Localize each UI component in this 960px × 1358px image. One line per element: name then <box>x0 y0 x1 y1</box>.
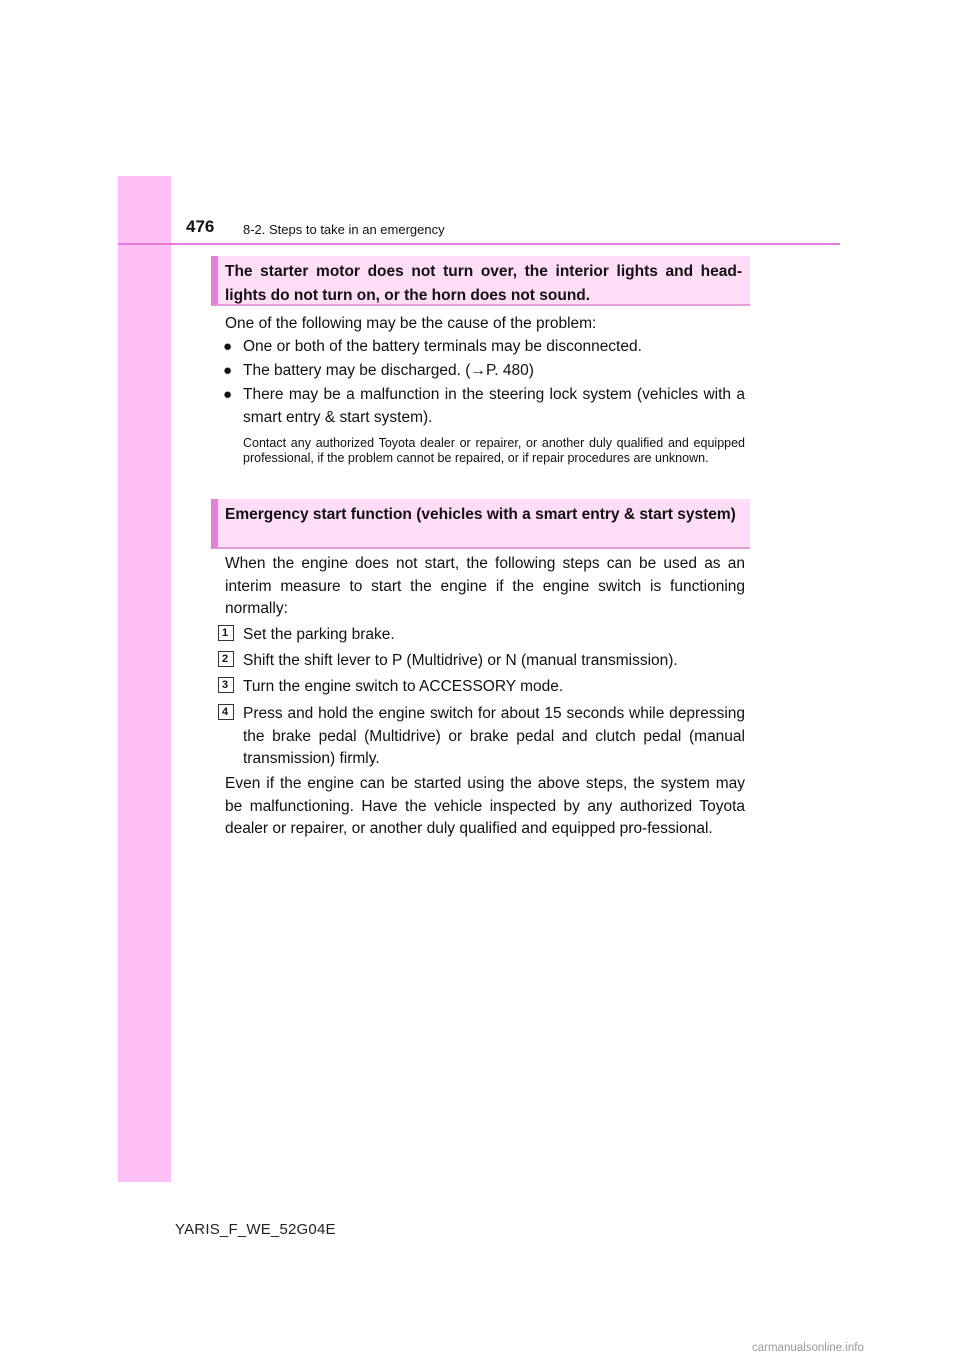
step-number-badge: 2 <box>218 651 234 667</box>
footer-code: YARIS_F_WE_52G04E <box>175 1221 336 1238</box>
step-text: Press and hold the engine switch for about 15 seconds while depressing the brake pedal (Multidrive) or brake pedal and clutch pedal (manual transmission) firmly. <box>243 705 745 767</box>
bullet-item: The battery may be discharged. (→P. 480) <box>243 362 534 379</box>
step-text: Shift the shift lever to P (Multidrive) or N (manual transmission). <box>243 652 678 669</box>
step-number-badge: 3 <box>218 677 234 693</box>
watermark: carmanualsonline.info <box>752 1342 864 1354</box>
bullet-item: There may be a malfunction in the steering lock system (vehicles with a smart entry & start system). <box>243 386 745 426</box>
bullet-icon: ● <box>223 386 233 403</box>
side-color-band <box>118 176 171 1182</box>
bullet-item: One or both of the battery terminals may be disconnected. <box>243 338 642 355</box>
bullet-icon: ● <box>223 362 233 379</box>
header-rule <box>118 243 840 245</box>
step-number-badge: 4 <box>218 704 234 720</box>
bullet-icon: ● <box>223 338 233 355</box>
step-number-badge: 1 <box>218 625 234 641</box>
heading-emergency-start: Emergency start function (vehicles with a smart entry & start system) <box>211 499 750 549</box>
section2-closing: Even if the engine can be started using the above steps, the system may be malfunctioning. Have the vehicle inspected by any authorized Toyota dealer or repairer, or another duly qualified and equipped pro-fessional. <box>225 775 745 837</box>
page-number: 476 <box>186 217 215 236</box>
step-text: Turn the engine switch to ACCESSORY mode. <box>243 678 564 695</box>
heading-starter-motor: The starter motor does not turn over, the interior lights and head-lights do not turn on, or the horn does not sound. <box>211 256 750 306</box>
step-text: Set the parking brake. <box>243 626 395 643</box>
section2-intro: When the engine does not start, the following steps can be used as an interim measure to start the engine if the engine switch is functioning normally: <box>225 555 745 617</box>
section-title: 8-2. Steps to take in an emergency <box>243 222 445 237</box>
section1-intro: One of the following may be the cause of the problem: <box>225 315 597 332</box>
section1-note: Contact any authorized Toyota dealer or repairer, or another duly qualified and equipped professional, if the problem cannot be repaired, or if repair procedures are unknown. <box>243 436 745 465</box>
